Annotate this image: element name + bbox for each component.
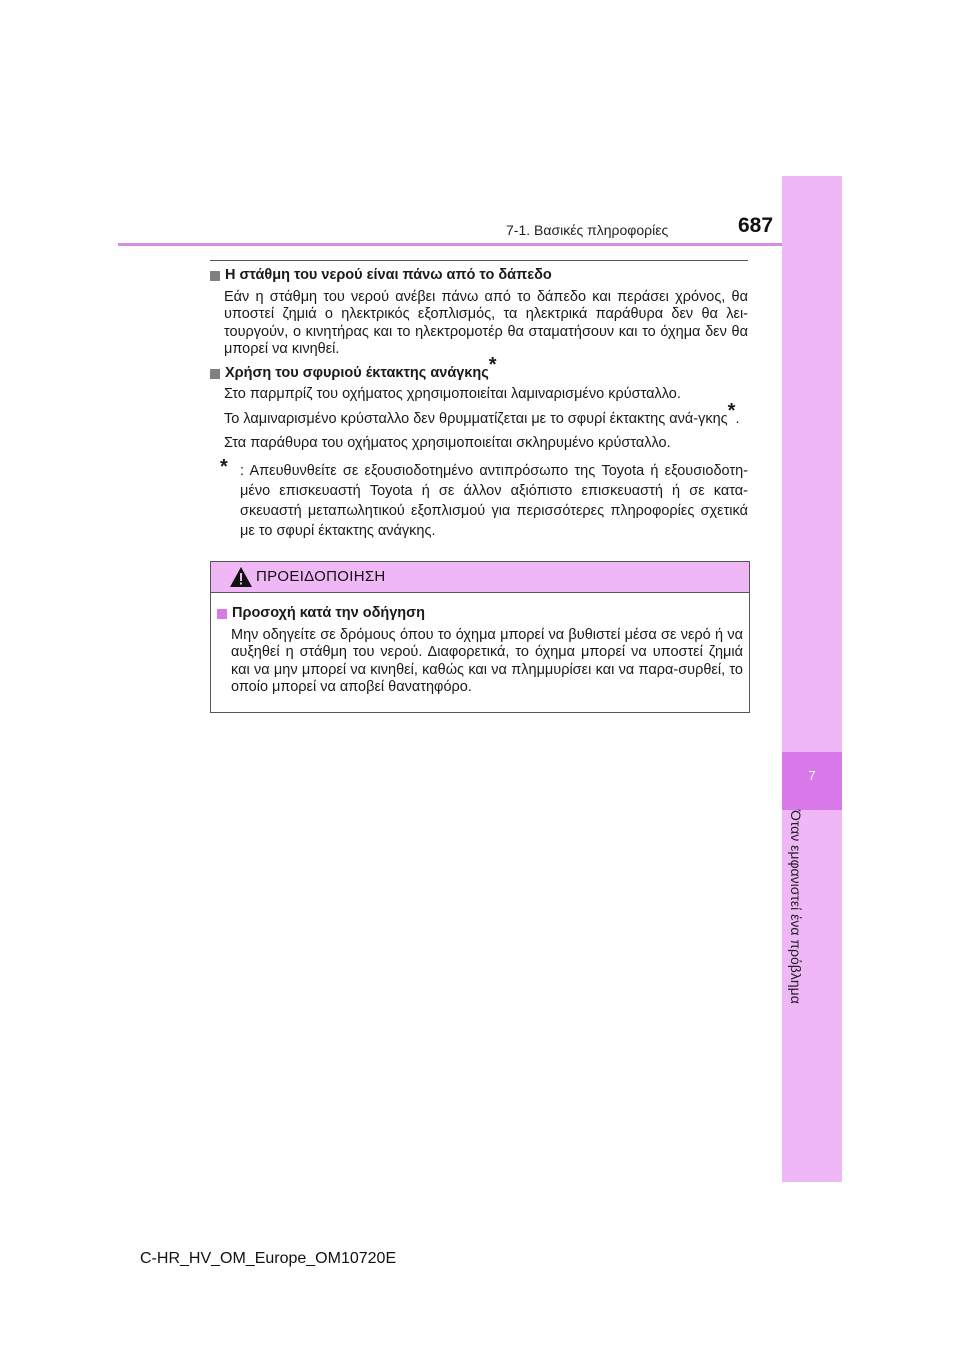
warning-title: ΠΡΟΕΙΔΟΠΟΙΗΣΗ [256,568,386,585]
section-heading [210,353,748,383]
square-bullet-icon [217,609,227,619]
document-code: C-HR_HV_OM_Europe_OM10720E [140,1250,397,1267]
section-heading [210,267,748,285]
paragraph-text: Το λαμιναρισμένο κρύσταλλο δεν θρυμματίζεται με το σφυρί έκτακτης ανά-γκης [224,410,728,427]
heading-text: Προσοχή κατά την οδήγηση [232,605,425,621]
page-number: 687 [738,214,774,237]
square-bullet-icon [210,271,220,281]
emergency-hammer-section [210,353,748,541]
chapter-title-vertical [782,810,842,1040]
content-top-rule [210,260,748,261]
paragraph: Στο παρμπρίζ του οχήματος χρησιμοποιείται λαμιναρισμένο κρύσταλλο. [224,386,681,402]
footnote [220,455,748,541]
section-title: 7-1. Βασικές πληροφορίες [506,222,669,238]
paragraph [224,399,748,429]
paragraph: Εάν η στάθμη του νερού ανέβει πάνω από το δάπεδο και περάσει χρόνος, θα υποστεί ζημιά ο ηλεκτρικός εξοπλισμός, τα ηλεκτρικά παράθυρα δεν θα λει-τουργούν, ο κινητήρας και το ηλεκτρομοτέρ θα σταματήσουν και το όχημα δεν θα μπορεί να κινηθεί. [224,288,748,357]
footnote-star: * [220,455,228,478]
main-content [210,266,748,547]
chapter-number: 7 [808,768,816,783]
warning-heading [217,605,743,623]
warning-body [211,593,749,697]
chapter-title: Όταν εμφανιστεί ένα πρόβλημα [788,810,804,1004]
warning-icon [229,566,253,588]
footnote-text: : Απευθυνθείτε σε εξουσιοδοτημένο αντιπρόσωπο της Toyota ή εξουσιοδοτη-μένο επισκευαστή Toyota ή σε άλλον αξιόπιστο επισκευαστή ή σε κατα-σκευαστή μεταπωλητικού εξοπλισμού για περισσότερες πληροφορίες σχετικά με το σφυρί έκτακτης ανάγκης. [240,462,748,539]
heading-text: Χρήση του σφυριού έκτακτης ανάγκης [225,364,489,381]
heading-text: Η στάθμη του νερού είναι πάνω από το δάπεδο [225,267,552,283]
warning-text: Μην οδηγείτε σε δρόμους όπου το όχημα μπορεί να βυθιστεί μέσα σε νερό ή να αυξηθεί η στάθμη του νερού. Διαφορετικά, το όχημα μπορεί να υποστεί ζημιά και να μην μπορεί να κινηθεί, καθώς και να πλημμυρίσει και να παρα-συρθεί, το οποίο μπορεί να αποβεί θανατηφόρο. [231,626,743,695]
header-divider [118,243,782,246]
paragraph: Στα παράθυρα του οχήματος χρησιμοποιείται σκληρυμένο κρύσταλλο. [224,435,671,451]
paragraph-end: . [735,410,740,427]
warning-header [211,562,749,593]
footnote-star: * [488,353,497,376]
water-level-section [210,267,748,359]
warning-box [210,561,750,713]
footnote-star: * [727,399,736,422]
square-bullet-icon [210,369,220,379]
